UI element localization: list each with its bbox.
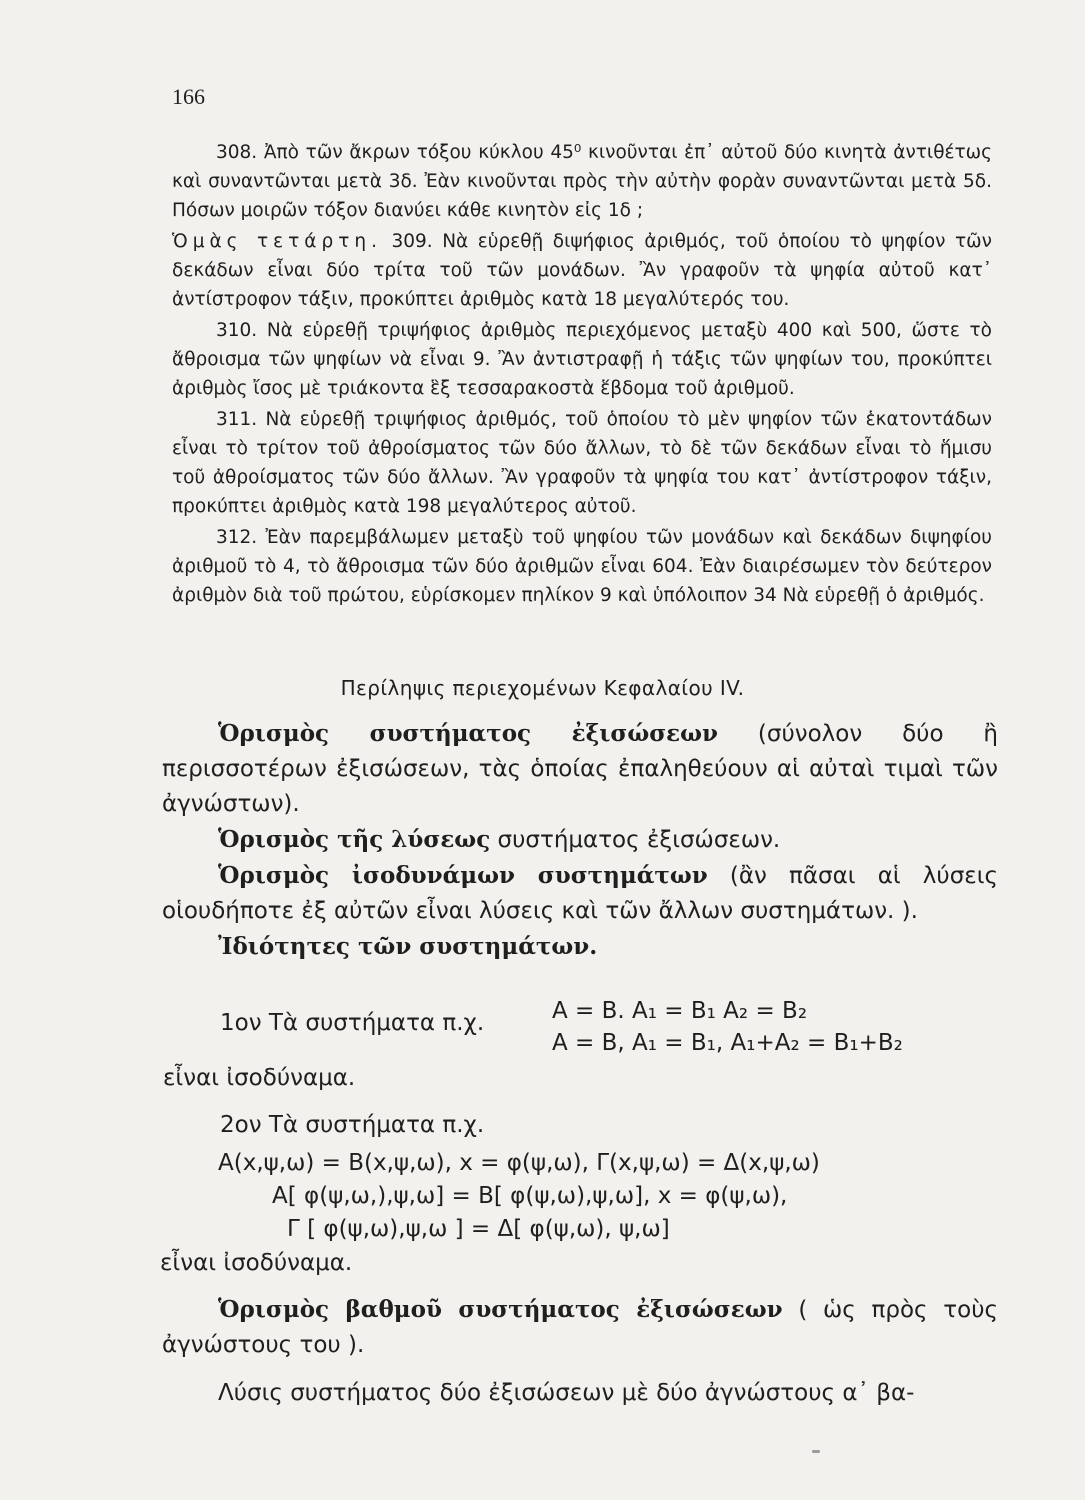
page-number: 166 <box>172 84 205 109</box>
second-example-label: 2ον Τὰ συστήματα π.χ. <box>220 1112 485 1138</box>
equivalent-statement-1: εἶναι ἰσοδύναμα. <box>163 1065 356 1091</box>
chapter-summary-heading: Περίληψις περιεχομένων Κεφαλαίου IV. <box>340 676 745 700</box>
first-example-equations <box>552 995 903 1059</box>
problem-309: 309. Νὰ εὑρεθῇ διψήφιος ἀριθμός, τοῦ ὁποίου τὸ ψηφίον τῶν δεκάδων εἶναι δύο τρίτα τοῦ τῶν μονάδων. Ἂν γραφοῦν τὰ ψηφία αὐτοῦ κατ᾽ ἀντίστροφον τάξιν, προκύπτει ἀριθμὸς κατὰ 18 μεγαλύτερός του. <box>172 231 992 310</box>
definition-equivalent-text: (ἂν πᾶσαι αἱ λύσεις οἱουδήποτε ἐξ αὐτῶν εἶναι λύσεις καὶ τῶν ἄλλων συστημάτων. ). <box>162 863 998 924</box>
problem-308: 308. Ἀπὸ τῶν ἄκρων τόξου κύκλου 45⁰ κινοῦνται ἐπ᾽ αὐτοῦ δύο κινητὰ ἀντιθέτως καὶ συναντῶνται μετὰ 3δ. Ἐὰν κινοῦνται πρὸς τὴν αὐτὴν φορὰν συναντῶνται μετὰ 5δ. Πόσων μοιρῶν τόξον διανύει κάθε κινητὸν εἰς 1δ ; <box>172 142 992 221</box>
problem-310: 310. Νὰ εὑρεθῇ τριψήφιος ἀριθμὸς περιεχόμενος μεταξὺ 400 καὶ 500, ὥστε τὸ ἄθροισμα τῶν ψηφίων νὰ εἶναι 9. Ἂν ἀντιστραφῇ ἡ τάξις τῶν ψηφίων του, προκύπτει ἀριθμὸς ἴσος μὲ τριάκοντα ἓξ τεσσαρακοστὰ ἕβδομα τοῦ ἀριθμοῦ. <box>172 320 992 399</box>
definition-equivalent-term: Ὁρισμὸς ἰσοδυνάμων συστημάτων <box>218 862 708 889</box>
definition-system-text: (σύνολον δύο ἢ περισσοτέρων ἐξισώσεων, τὰς ὁποίας ἐπαληθεύουν αἱ αὐταὶ τιμαὶ τῶν ἀγνώστων). <box>162 721 998 817</box>
definition-solution-term: Ὁρισμὸς τῆς λύσεως <box>218 826 491 853</box>
properties-heading <box>162 929 998 965</box>
second-equation-row-c: Γ [ φ(ψ,ω),ψ,ω ] = Δ[ φ(ψ,ω), ψ,ω] <box>287 1216 670 1242</box>
definition-equivalent <box>162 858 998 929</box>
group-label: Ὁμὰς τετάρτη. <box>172 231 382 252</box>
properties-term: Ἰδιότητες τῶν συστημάτων. <box>218 933 598 960</box>
first-equation-row-a: A = B. A₁ = B₁ A₂ = B₂ <box>552 998 808 1024</box>
equivalent-statement-2: εἶναι ἰσοδύναμα. <box>160 1250 353 1276</box>
problem-311: 311. Νὰ εὑρεθῇ τριψήφιος ἀριθμός, τοῦ ὁποίου τὸ μὲν ψηφίον τῶν ἑκατοντάδων εἶναι τὸ τρίτον τοῦ ἀθροίσματος τῶν δύο ἄλλων, τὸ δὲ τῶν δεκάδων εἶναι τὸ ἥμισυ τοῦ ἀθροίσματος τῶν δύο ἄλλων. Ἂν γραφοῦν τὰ ψηφία του κατ᾽ ἀντίστροφον τάξιν, προκύπτει ἀριθμὸς κατὰ 198 μεγαλύτερος αὐτοῦ. <box>172 409 992 517</box>
definition-solution-text: συστήματος ἐξισώσεων. <box>490 827 781 853</box>
definition-solution <box>162 822 998 858</box>
second-equation-row-a: A(x,ψ,ω) = B(x,ψ,ω), x = φ(ψ,ω), Γ(x,ψ,ω) = Δ(x,ψ,ω) <box>218 1150 820 1176</box>
definition-degree-term: Ὁρισμὸς βαθμοῦ συστήματος ἐξισώσεων <box>218 1296 783 1323</box>
definition-system-term: Ὁρισμὸς συστήματος ἐξισώσεων <box>218 720 719 747</box>
second-equation-row-b: A[ φ(ψ,ω,),ψ,ω] = B[ φ(ψ,ω),ψ,ω], x = φ(ψ,ω), <box>272 1183 788 1209</box>
solution-method-line: Λύσις συστήματος δύο ἐξισώσεων μὲ δύο ἀγνώστους α᾽ βα- <box>218 1380 915 1406</box>
definition-degree-text: ( ὡς πρὸς τοὺς ἀγνώστους του ). <box>162 1297 998 1358</box>
summary-section <box>162 716 998 965</box>
first-equation-row-b: A = B, A₁ = B₁, A₁+A₂ = B₁+B₂ <box>552 1030 903 1056</box>
definition-system <box>162 716 998 822</box>
ink-smudge <box>812 1450 820 1453</box>
problem-309-paragraph <box>172 227 992 314</box>
first-example-label: 1ον Τὰ συστήματα π.χ. <box>220 1010 485 1036</box>
problem-312: 312. Ἐὰν παρεμβάλωμεν μεταξὺ τοῦ ψηφίου τῶν μονάδων καὶ δεκάδων διψηφίου ἀριθμοῦ τὸ 4, τὸ ἄθροισμα τῶν δύο ἀριθμῶν εἶναι 604. Ἐὰν διαιρέσωμεν τὸν δεύτερον ἀριθμὸν διὰ τοῦ πρώτου, εὑρίσκομεν πηλίκον 9 καὶ ὑπόλοιπον 34 Νὰ εὑρεθῇ ὁ ἀριθμός. <box>172 527 992 606</box>
problems-section <box>172 138 992 612</box>
definition-degree <box>162 1292 998 1363</box>
